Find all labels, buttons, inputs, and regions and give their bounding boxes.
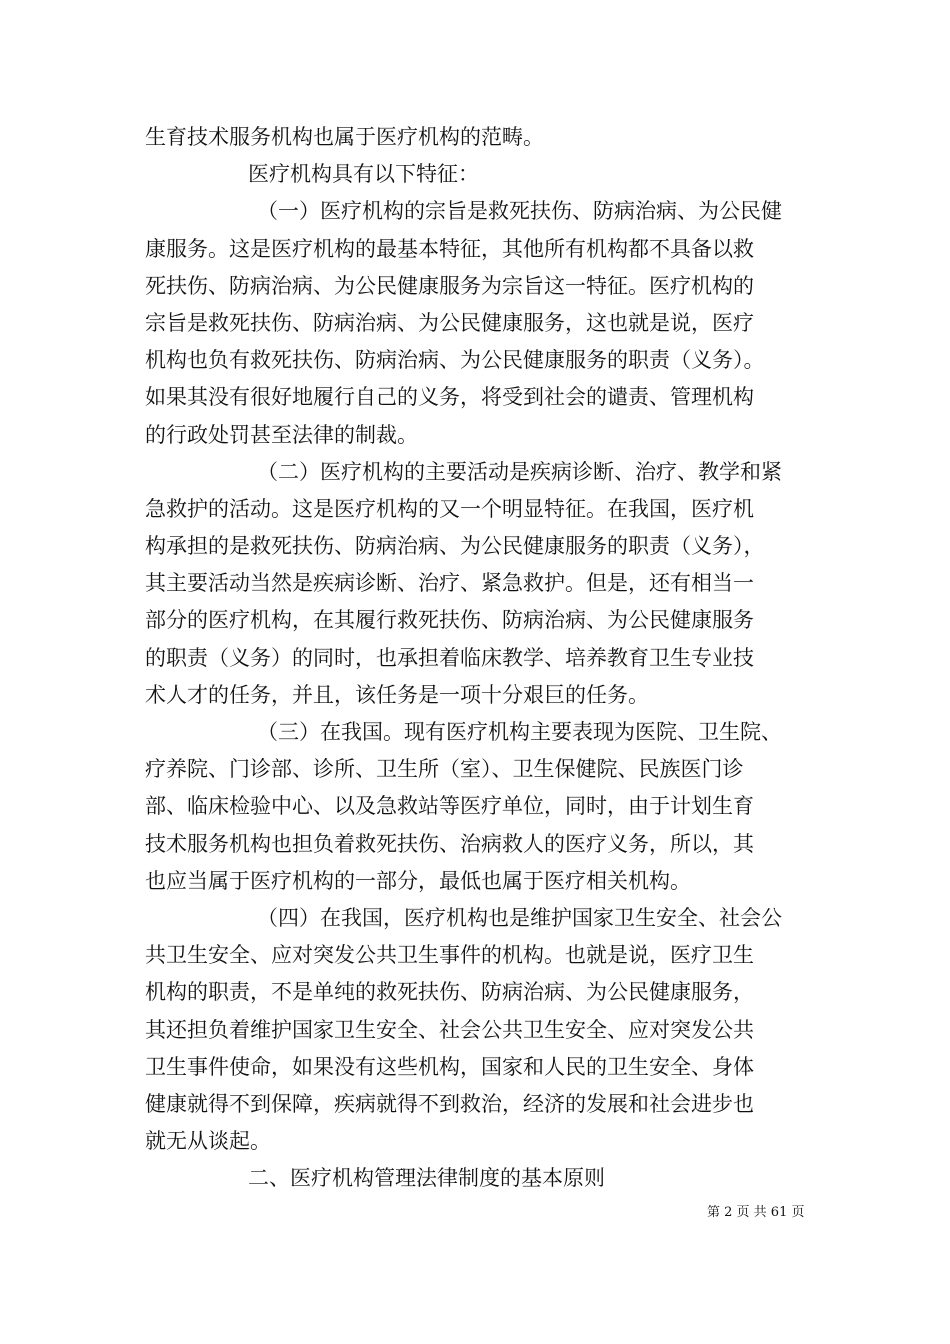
text-line: 部分的医疗机构，在其履行救死扶伤、防病治病、为公民健康服务 [145, 608, 754, 633]
text-line: （四）在我国，医疗机构也是维护国家卫生安全、社会公 [257, 905, 782, 930]
text-line: 机构也负有救死扶伤、防病治病、为公民健康服务的职责（义务）。 [145, 348, 765, 373]
text-line: 宗旨是救死扶伤、防病治病、为公民健康服务，这也就是说，医疗 [145, 310, 754, 335]
text-line: 也应当属于医疗机构的一部分，最低也属于医疗相关机构。 [145, 868, 691, 893]
text-line: 其主要活动当然是疾病诊断、治疗、紧急救护。但是，还有相当一 [145, 571, 754, 596]
text-line: （二）医疗机构的主要活动是疾病诊断、治疗、教学和紧 [257, 459, 782, 484]
document-body [145, 119, 807, 1197]
text-line: 医疗机构具有以下特征： [248, 162, 479, 187]
text-line: 部、临床检验中心、以及急救站等医疗单位，同时，由于计划生育 [145, 794, 754, 819]
text-line: （三）在我国。现有医疗机构主要表现为医院、卫生院、 [257, 720, 782, 744]
text-line: 如果其没有很好地履行自己的义务，将受到社会的谴责、管理机构 [145, 385, 754, 410]
text-line: 疗养院、门诊部、诊所、卫生所（室）、卫生保健院、民族医门诊 [145, 757, 744, 782]
page-number-footer: 第 2 页 共 61 页 [707, 1205, 805, 1220]
text-line: 死扶伤、防病治病、为公民健康服务为宗旨这一特征。医疗机构的 [145, 273, 754, 298]
text-line: 急救护的活动。这是医疗机构的又一个明显特征。在我国，医疗机 [145, 496, 754, 521]
text-line: 的行政处罚甚至法律的制裁。 [145, 422, 418, 447]
text-line: 构承担的是救死扶伤、防病治病、为公民健康服务的职责（义务）， [145, 534, 765, 559]
text-line: 卫生事件使命，如果没有这些机构，国家和人民的卫生安全、身体 [145, 1054, 754, 1079]
section-heading: 二、医疗机构管理法律制度的基本原则 [248, 1166, 605, 1191]
text-line: 的职责（义务）的同时，也承担着临床教学、培养教育卫生专业技 [145, 645, 754, 670]
text-line: 机构的职责，不是单纯的救死扶伤、防病治病、为公民健康服务， [145, 980, 754, 1005]
text-line: 其还担负着维护国家卫生安全、社会公共卫生安全、应对突发公共 [145, 1017, 754, 1042]
text-line: 共卫生安全、应对突发公共卫生事件的机构。也就是说，医疗卫生 [145, 943, 754, 968]
text-line: 生育技术服务机构也属于医疗机构的范畴。 [145, 125, 544, 149]
text-line: 就无从谈起。 [145, 1129, 271, 1154]
text-line: 术人才的任务，并且，该任务是一项十分艰巨的任务。 [145, 682, 649, 707]
text-line: 健康就得不到保障，疾病就得不到救治，经济的发展和社会进步也 [145, 1091, 754, 1116]
text-line: 技术服务机构也担负着救死扶伤、治病救人的医疗义务，所以，其 [145, 831, 754, 856]
text-line: （一）医疗机构的宗旨是救死扶伤、防病治病、为公民健 [257, 199, 782, 224]
text-line: 康服务。这是医疗机构的最基本特征，其他所有机构都不具备以救 [145, 236, 754, 261]
